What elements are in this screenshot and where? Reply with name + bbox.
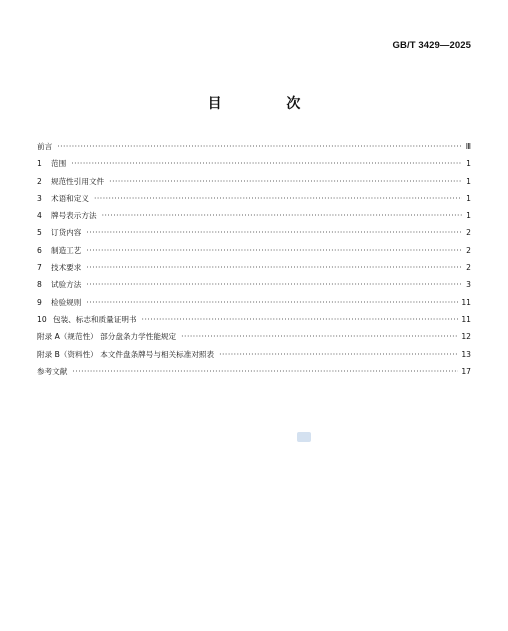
toc-entry-label: 附录 B（资料性） 本文件盘条牌号与相关标准对照表 [37,349,215,359]
toc-leader-dots [109,173,462,190]
toc-entry-4[interactable] [37,207,471,224]
toc-entry-page: 1 [466,211,471,221]
toc-entry-number: 2 [37,176,42,186]
toc-entry-page: 1 [466,176,471,186]
toc-entry-page: 1 [466,159,471,169]
watermark-logo [297,432,311,442]
toc-entry-label: 技术要求 [51,263,82,273]
toc-entry-label: 包装、标志和质量证明书 [53,314,137,324]
toc-entry-number: 5 [37,228,42,238]
toc-entry-page: 12 [461,332,471,342]
toc-entry-page: 13 [461,349,471,359]
toc-leader-dots [72,363,458,380]
toc-leader-dots [86,259,462,276]
toc-entry-appendix-b[interactable] [37,346,471,363]
toc-leader-dots [219,346,458,363]
toc-entry-bibliography[interactable] [37,363,471,380]
toc-entry-label: 规范性引用文件 [51,176,105,186]
toc-entry-7[interactable] [37,259,471,276]
toc-entry-number: 8 [37,280,42,290]
toc-entry-5[interactable] [37,224,471,241]
toc-entry-6[interactable] [37,242,471,259]
toc-entry-label: 术语和定义 [51,193,89,203]
toc-entry-number: 10 [37,314,47,324]
toc-entry-page: 2 [466,245,471,255]
toc-entry-label: 附录 A（规范性） 部分盘条力学性能规定 [37,332,177,342]
toc-leader-dots [57,138,462,155]
toc-entry-label: 检验规则 [51,297,82,307]
toc-entry-page: 11 [461,314,471,324]
toc-leader-dots [102,207,462,224]
toc-leader-dots [86,242,462,259]
toc-leader-dots [94,190,462,207]
toc-leader-dots [86,294,458,311]
toc-entry-9[interactable] [37,294,471,311]
toc-entry-appendix-a[interactable] [37,328,471,345]
toc-entry-label: 参考文献 [37,366,68,376]
toc-entry-page: Ⅲ [465,142,471,151]
toc-entry-page: 3 [466,280,471,290]
toc-entry-label: 订货内容 [51,228,82,238]
toc-entry-label: 牌号表示方法 [51,211,97,221]
toc-entry-label: 试验方法 [51,280,82,290]
toc-entry-label: 制造工艺 [51,245,82,255]
page-title: 目 次 [207,96,331,112]
standard-code: GB/T 3429—2025 [392,40,471,51]
toc-entry-number: 4 [37,211,42,221]
toc-entry-number: 3 [37,193,42,203]
toc-entry-1[interactable] [37,155,471,172]
toc-entry-10[interactable] [37,311,471,328]
toc-entry-page: 1 [466,193,471,203]
toc-entry-number: 9 [37,297,42,307]
toc-leader-dots [142,311,459,328]
toc-entry-3[interactable] [37,190,471,207]
toc-entry-page: 11 [461,297,471,307]
toc-entry-label: 范围 [51,159,67,169]
toc-entry-number: 6 [37,245,42,255]
toc-entry-page: 2 [466,228,471,238]
toc-entry-number: 1 [37,159,42,169]
toc-entry-2[interactable] [37,173,471,190]
toc-leader-dots [71,155,462,172]
toc-leader-dots [181,328,458,345]
toc-entry-foreword[interactable] [37,138,471,155]
toc-leader-dots [86,224,462,241]
toc-entry-8[interactable] [37,276,471,293]
toc-leader-dots [86,276,462,293]
toc-entry-page: 17 [461,366,471,376]
toc-entry-number: 7 [37,263,42,273]
table-of-contents [37,138,471,380]
toc-entry-page: 2 [466,263,471,273]
toc-entry-label: 前言 [37,142,53,151]
